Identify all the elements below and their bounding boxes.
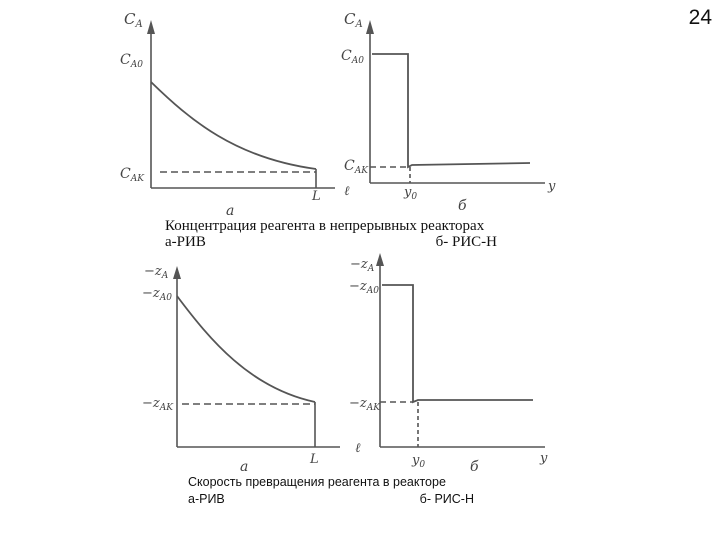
step-profile: [372, 54, 530, 167]
y-axis-arrow: [173, 266, 181, 279]
tl-ylabel: $C_A$: [124, 10, 143, 30]
tr-sub: б: [458, 198, 467, 214]
graph-top-right: [366, 20, 545, 183]
tr-ylabel: $C_A$: [344, 10, 363, 30]
caption-title: Скорость превращения реагента в реакторе: [188, 475, 446, 489]
bl-xlabel: ℓ: [355, 441, 361, 456]
tr-y0-label: $C_{A0}$: [341, 48, 364, 66]
slide-number: 24: [688, 6, 712, 29]
br-yk-label: $-z_{AK}$: [349, 396, 380, 413]
bl-l-label: L: [310, 452, 319, 467]
bl-y0-label: $-z_{A0}$: [142, 286, 172, 303]
tr-y0-mark: $y_0$: [404, 185, 418, 202]
br-sub: б: [470, 459, 479, 475]
tl-y0-label: $C_{A0}$: [120, 52, 143, 70]
caption-right: б- РИС-Н: [419, 492, 474, 506]
caption-left: а-РИВ: [188, 492, 225, 506]
bl-ylabel: $-z_A$: [144, 264, 169, 281]
tl-yk-label: $C_{AK}$: [120, 166, 144, 184]
graph-top-left: [147, 20, 335, 188]
caption-right: б- РИС-Н: [435, 234, 497, 250]
step-profile: [382, 285, 533, 402]
y-axis-arrow: [366, 20, 374, 34]
concentration-curve: [151, 82, 316, 169]
caption-concentration: [165, 218, 535, 250]
caption-title: Концентрация реагента в непрерывных реакторах: [165, 218, 485, 234]
graph-bottom-right: [376, 253, 545, 447]
bl-yk-label: $-z_{AK}$: [142, 396, 173, 413]
graph-bottom-left: [173, 266, 340, 447]
y-axis-arrow: [376, 253, 384, 266]
br-y0-mark: $y_0$: [412, 453, 426, 470]
rate-curve: [177, 296, 315, 402]
tl-xlabel: ℓ: [344, 184, 350, 199]
tl-sub: а: [226, 203, 235, 219]
caption-left: а-РИВ: [165, 234, 206, 250]
br-ylabel: $-z_A$: [350, 257, 375, 274]
br-y0-label: $-z_{A0}$: [349, 279, 379, 296]
caption-rate: [188, 474, 508, 508]
tr-yk-label: $C_{AK}$: [344, 158, 368, 176]
br-xlabel: y: [540, 451, 548, 466]
tr-xlabel: y: [548, 179, 556, 194]
bl-sub: а: [240, 459, 249, 475]
y-axis-arrow: [147, 20, 155, 34]
tl-l-label: L: [312, 189, 321, 204]
